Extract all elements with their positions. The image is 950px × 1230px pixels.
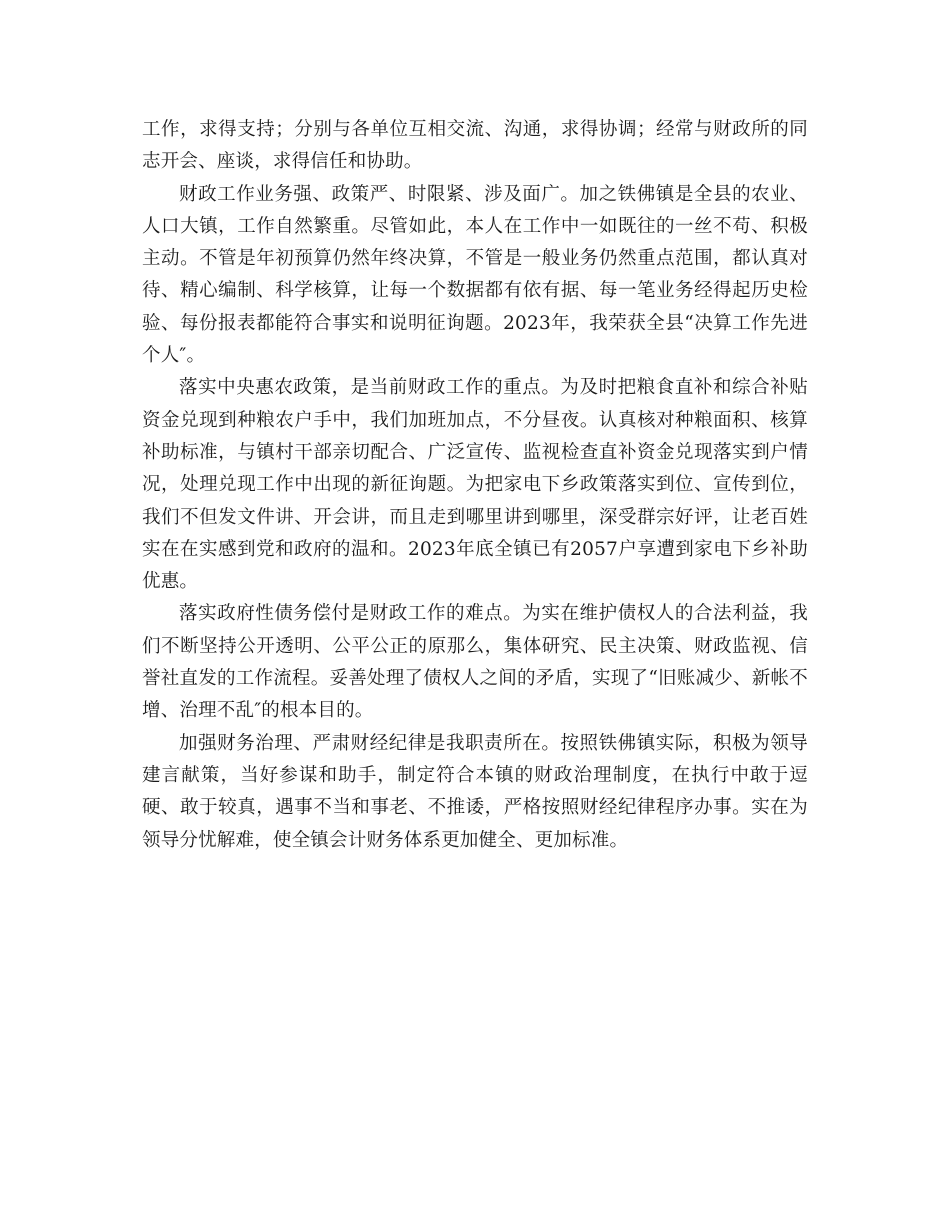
paragraph-5: 加强财务治理、严肃财经纪律是我职责所在。按照铁佛镇实际，积极为领导建言献策，当好参谋和助手，制定符合本镇的财政治理制度，在执行中敢于逗硬、敢于较真，遇事不当和事老、不推诿，严格按照财经纪律程序办事。实在为领导分忧解难，使全镇会计财务体系更加健全、更加标准。: [142, 732, 808, 851]
document-body: [142, 114, 808, 857]
paragraph-4: 落实政府性债务偿付是财政工作的难点。为实在维护债权人的合法利益，我们不断坚持公开透明、公平公正的原那么，集体研究、民主决策、财政监视、信誉社直发的工作流程。妥善处理了债权人之间的矛盾，实现了“旧账减少、新帐不增、治理不乱″的根本目的。: [142, 603, 808, 722]
paragraph-3: 落实中央惠农政策，是当前财政工作的重点。为及时把粮食直补和综合补贴资金兑现到种粮农户手中，我们加班加点，不分昼夜。认真核对种粮面积、核算补助标准，与镇村干部亲切配合、广泛宣传、监视检查直补资金兑现落实到户情况，处理兑现工作中出现的新征询题。为把家电下乡政策落实到位、宣传到位，我们不但发文件讲、开会讲，而且走到哪里讲到哪里，深受群宗好评，让老百姓实在在实感到党和政府的温和。2023年底全镇已有2057户享遭到家电下乡补助优惠。: [142, 377, 808, 593]
paragraph-2: 财政工作业务强、政策严、时限紧、涉及面广。加之铁佛镇是全县的农业、人口大镇，工作自然繁重。尽管如此，本人在工作中一如既往的一丝不苟、积极主动。不管是年初预算仍然年终决算，不管是一般业务仍然重点范围，都认真对待、精心编制、科学核算，让每一个数据都有依有据、每一笔业务经得起历史检验、每份报表都能符合事实和说明征询题。2023年，我荣获全县“决算工作先进个人″。: [142, 183, 808, 367]
paragraph-1: 工作，求得支持；分别与各单位互相交流、沟通，求得协调；经常与财政所的同志开会、座谈，求得信任和协助。: [142, 119, 808, 173]
